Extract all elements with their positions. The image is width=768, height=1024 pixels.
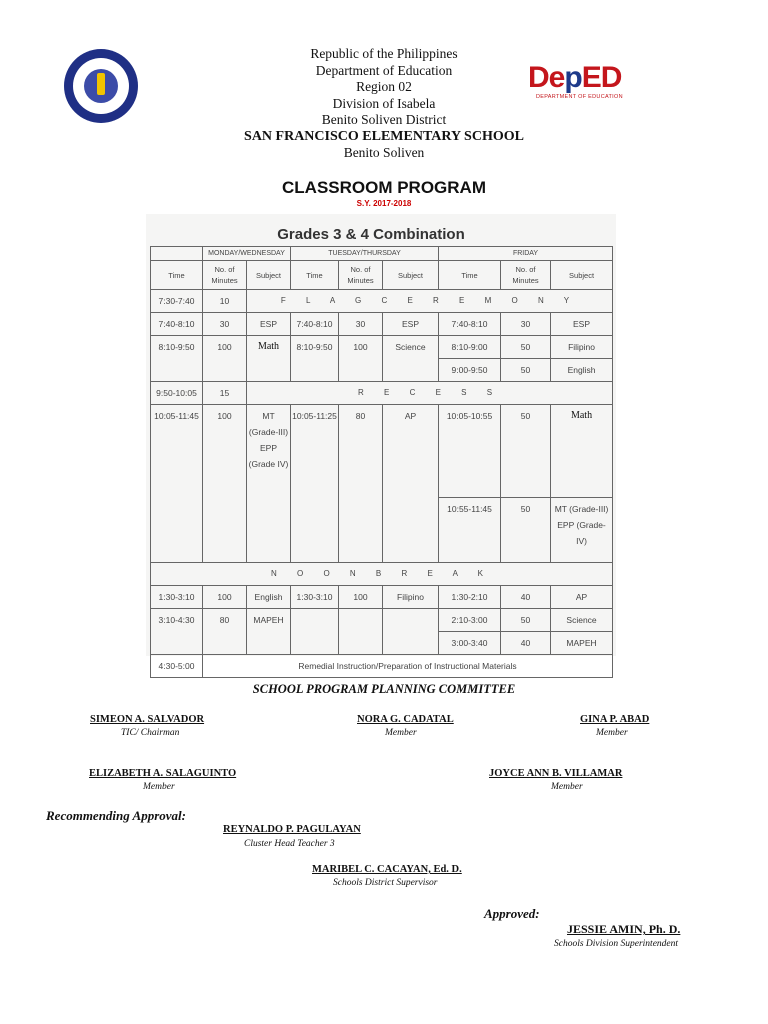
- committee-heading: SCHOOL PROGRAM PLANNING COMMITTEE: [252, 682, 516, 696]
- recommending-approval-label: Recommending Approval:: [46, 808, 186, 823]
- remedial-cell: Remedial Instruction/Preparation of Instructional Materials: [203, 655, 613, 678]
- column-header: Time: [151, 261, 203, 290]
- approved-label: Approved:: [484, 906, 540, 921]
- table-cell: 7:30-7:40: [151, 290, 203, 313]
- table-row: [151, 382, 613, 405]
- table-cell: 10:55-11:45: [439, 498, 501, 563]
- table-cell: 2:10-3:00: [439, 609, 501, 632]
- table-cell: Filipino: [551, 336, 613, 359]
- page-title: CLASSROOM PROGRAM: [282, 178, 486, 197]
- signatory-role: Schools District Supervisor: [333, 878, 438, 888]
- table-cell: English: [551, 359, 613, 382]
- letterhead-line: Department of Education: [315, 62, 453, 78]
- table-cell: Math: [551, 405, 613, 498]
- column-header: Time: [291, 261, 339, 290]
- letterhead-line: Region 02: [356, 79, 412, 94]
- table-cell: [291, 609, 339, 655]
- column-header: Subject: [383, 261, 439, 290]
- flag-ceremony-cell: F L A G C E R E M O N Y: [247, 290, 613, 313]
- signatory-name: MARIBEL C. CACAYAN, Ed. D.: [312, 864, 462, 875]
- table-cell: 3:00-3:40: [439, 632, 501, 655]
- table-cell: 8:10-9:50: [291, 336, 339, 382]
- table-cell: 4:30-5:00: [151, 655, 203, 678]
- table-row: [151, 586, 613, 609]
- letterhead-line: Republic of the Philippines: [310, 46, 458, 61]
- column-header: No. of Minutes: [339, 261, 383, 290]
- table-row: [151, 563, 613, 586]
- table-cell: 3:10-4:30: [151, 609, 203, 655]
- group-header: MONDAY/WEDNESDAY: [203, 247, 291, 261]
- table-cell: 7:40-8:10: [291, 313, 339, 336]
- table-cell: [339, 609, 383, 655]
- table-caption: Grades 3 & 4 Combination: [277, 226, 465, 243]
- table-cell: AP: [551, 586, 613, 609]
- table-cell: Science: [551, 609, 613, 632]
- school-name: SAN FRANCISCO ELEMENTARY SCHOOL: [244, 128, 524, 144]
- letterhead: [0, 46, 768, 162]
- table-cell: 50: [501, 405, 551, 498]
- table-cell: 50: [501, 498, 551, 563]
- class-schedule-table: [150, 246, 613, 678]
- table-cell: 30: [203, 313, 247, 336]
- table-cell: 40: [501, 632, 551, 655]
- table-cell: 30: [339, 313, 383, 336]
- table-row: [151, 290, 613, 313]
- table-cell: 1:30-3:10: [151, 586, 203, 609]
- signatory-role: TIC/ Chairman: [121, 728, 180, 738]
- signatory-name: SIMEON A. SALVADOR: [90, 714, 205, 725]
- column-header: No. of Minutes: [203, 261, 247, 290]
- table-cell: AP: [383, 405, 439, 563]
- table-cell: ESP: [247, 313, 291, 336]
- table-cell: 40: [501, 586, 551, 609]
- table-cell: 100: [339, 586, 383, 609]
- table-cell: Math: [247, 336, 291, 382]
- table-row: [151, 405, 613, 498]
- signatory-role: Schools Division Superintendent: [554, 939, 679, 949]
- table-cell: 30: [501, 313, 551, 336]
- school-year: S.Y. 2017-2018: [356, 199, 412, 208]
- table-cell: MT (Grade-III) EPP (Grade-IV): [551, 498, 613, 563]
- table-cell: Filipino: [383, 586, 439, 609]
- table-cell: 8:10-9:50: [151, 336, 203, 382]
- table-row: [151, 655, 613, 678]
- letterhead-line: Benito Soliven District: [321, 112, 447, 127]
- deped-logo: DepED DEPARTMENT OF EDUCATION: [528, 61, 623, 100]
- table-cell: 80: [203, 609, 247, 655]
- table-cell: MAPEH: [247, 609, 291, 655]
- signatory-name: JOYCE ANN B. VILLAMAR: [489, 768, 623, 779]
- table-cell: 9:00-9:50: [439, 359, 501, 382]
- table-cell: English: [247, 586, 291, 609]
- table-cell: 10: [203, 290, 247, 313]
- signatory-role: Member: [385, 728, 417, 738]
- table-cell: 50: [501, 336, 551, 359]
- table-cell: 15: [203, 382, 247, 405]
- table-cell: 50: [501, 359, 551, 382]
- table-row: [151, 336, 613, 359]
- table-cell: MAPEH: [551, 632, 613, 655]
- signatory-name: JESSIE AMIN, Ph. D.: [567, 922, 681, 936]
- table-cell: 9:50-10:05: [151, 382, 203, 405]
- table-cell: MT (Grade-III) EPP (Grade IV): [247, 405, 291, 563]
- letterhead-line: Division of Isabela: [332, 95, 436, 111]
- signatory-name: GINA P. ABAD: [580, 714, 650, 725]
- column-header: Time: [439, 261, 501, 290]
- group-header: FRIDAY: [439, 247, 613, 261]
- signatory-role: Member: [551, 782, 583, 792]
- table-cell: 10:05-11:25: [291, 405, 339, 563]
- table-cell: 7:40-8:10: [439, 313, 501, 336]
- table-cell: 80: [339, 405, 383, 563]
- table-cell: [383, 609, 439, 655]
- table-cell: 1:30-3:10: [291, 586, 339, 609]
- table-row: [151, 609, 613, 632]
- signatory-role: Member: [143, 782, 175, 792]
- table-cell: 10:05-11:45: [151, 405, 203, 563]
- table-cell: 10:05-10:55: [439, 405, 501, 498]
- school-town: Benito Soliven: [343, 145, 425, 160]
- header-spacer: [151, 247, 203, 261]
- table-cell: 100: [203, 405, 247, 563]
- table-cell: 50: [501, 609, 551, 632]
- signatory-role: Cluster Head Teacher 3: [244, 839, 335, 849]
- group-header: TUESDAY/THURSDAY: [291, 247, 439, 261]
- table-cell: 7:40-8:10: [151, 313, 203, 336]
- table-cell: 8:10-9:00: [439, 336, 501, 359]
- table-cell: Science: [383, 336, 439, 382]
- table-cell: 1:30-2:10: [439, 586, 501, 609]
- recess-cell: R E C E S S: [247, 382, 613, 405]
- column-header: Subject: [551, 261, 613, 290]
- column-header: No. of Minutes: [501, 261, 551, 290]
- table-row: [151, 313, 613, 336]
- table-cell: ESP: [551, 313, 613, 336]
- signatory-name: REYNALDO P. PAGULAYAN: [223, 824, 361, 835]
- table-cell: 100: [203, 586, 247, 609]
- table-cell: 100: [203, 336, 247, 382]
- column-header: Subject: [247, 261, 291, 290]
- table-cell: 100: [339, 336, 383, 382]
- signatory-name: ELIZABETH A. SALAGUINTO: [89, 768, 237, 779]
- table-cell: ESP: [383, 313, 439, 336]
- signatory-role: Member: [596, 728, 628, 738]
- noon-break-cell: N O O N B R E A K: [151, 563, 613, 586]
- signatory-name: NORA G. CADATAL: [357, 714, 454, 725]
